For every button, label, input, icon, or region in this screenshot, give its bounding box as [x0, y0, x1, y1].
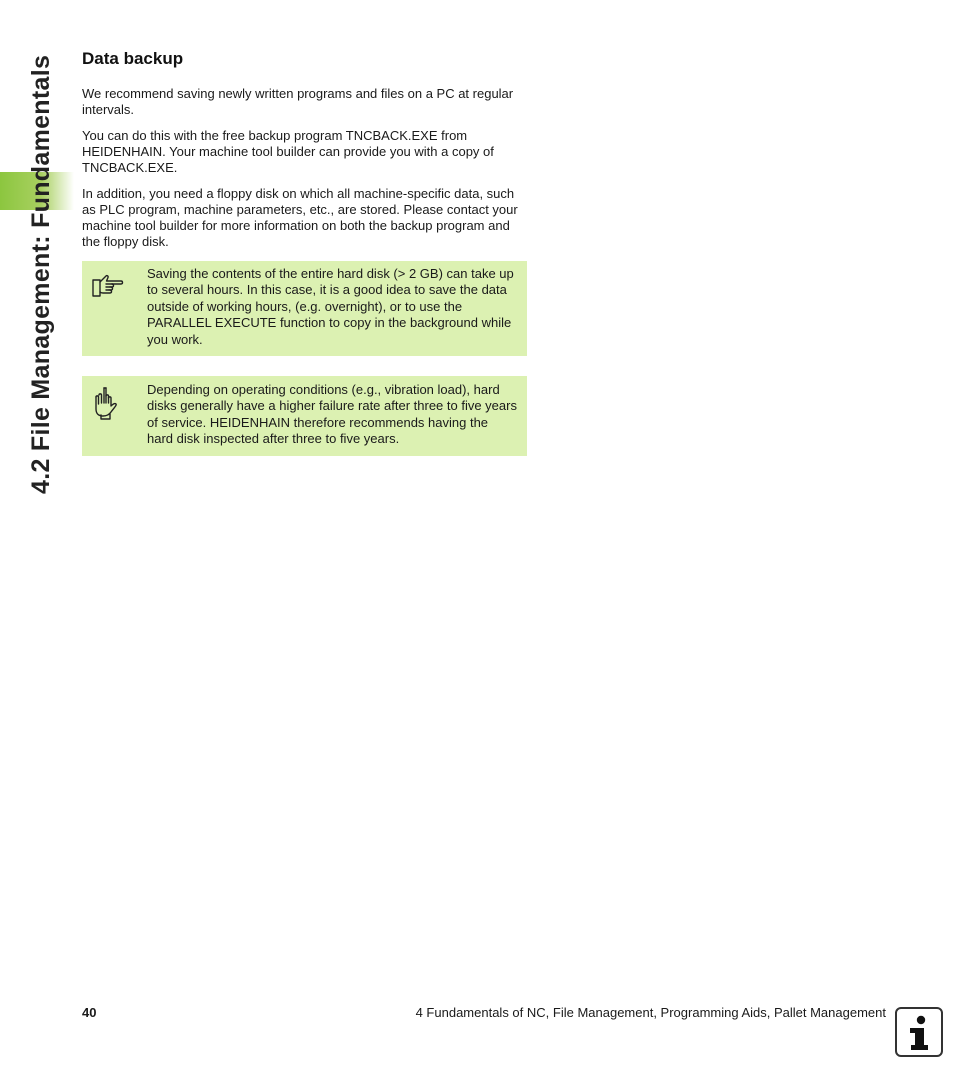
- section-side-title-text: 4.2 File Management: Fundamentals: [27, 54, 55, 494]
- paragraph-floppy: In addition, you need a floppy disk on which all machine-specific data, such as PLC program, machine parameters, etc., are stored. Please contact your machine tool builder for more information on both the backup program and the floppy disk.: [82, 186, 518, 249]
- main-content: [82, 48, 527, 476]
- note-box-failure-rate: [82, 376, 527, 456]
- paragraph-tncback: You can do this with the free backup program TNCBACK.EXE from HEIDENHAIN. Your machine tool builder can provide you with a copy of TNCBACK.EXE.: [82, 128, 494, 175]
- pointing-hand-icon: [90, 269, 126, 301]
- section-heading: Data backup: [82, 49, 184, 68]
- page-number: 40: [82, 1005, 97, 1020]
- info-icon: [895, 1007, 943, 1057]
- note-text-hard-disk-save: Saving the contents of the entire hard disk (> 2 GB) can take up to several hours. In this case, it is a good idea to save the data outside of working hours, (e.g. overnight), or to use the PARALLEL EXECUTE function to copy in the background while you work.: [147, 266, 514, 347]
- note-box-hard-disk-save: [82, 261, 527, 356]
- paragraph-recommend: We recommend saving newly written programs and files on a PC at regular intervals.: [82, 86, 514, 117]
- warning-hand-icon: [92, 386, 128, 418]
- chapter-title: 4 Fundamentals of NC, File Management, Programming Aids, Pallet Management: [415, 1005, 886, 1020]
- note-text-failure-rate: Depending on operating conditions (e.g., vibration load), hard disks generally have a higher failure rate after three to five years of service. HEIDENHAIN therefore recommends having the hard disk inspected after three to five years.: [147, 382, 517, 447]
